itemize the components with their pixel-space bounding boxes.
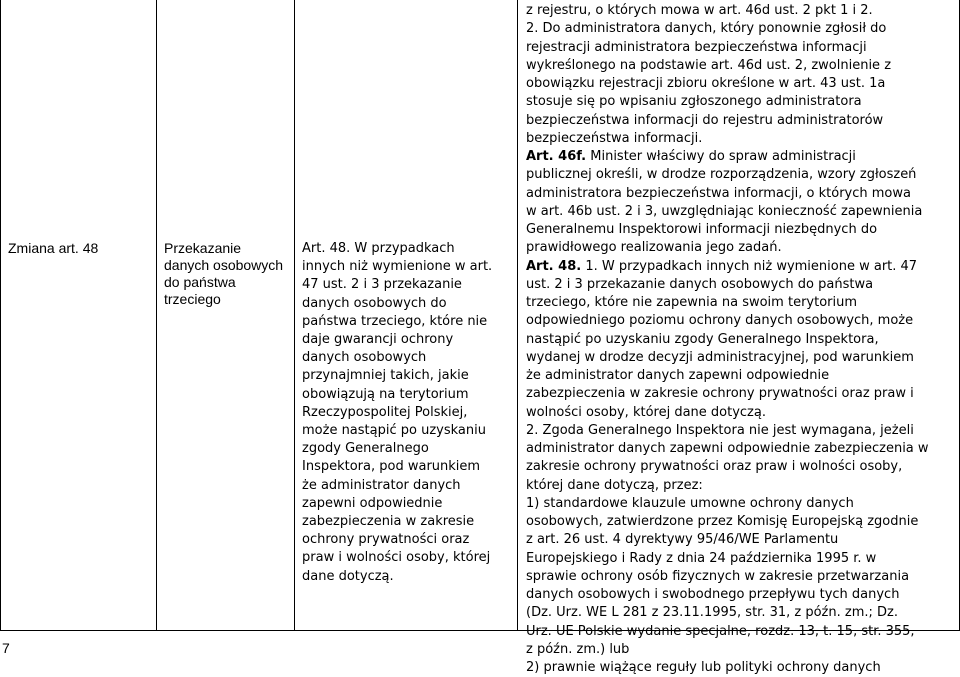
current-text-line: 47 ust. 2 i 3 przekazanie xyxy=(302,277,462,293)
proposed-text-line: zakresie ochrony prywatności oraz praw i wolności osoby, xyxy=(526,459,903,475)
subject-line: do państwa xyxy=(164,274,236,290)
proposed-text-line: nastąpić po uzyskaniu zgody Generalnego Inspektora, xyxy=(526,331,879,347)
proposed-text-line: 2. Do administratora danych, który ponownie zgłosił do xyxy=(526,21,887,37)
current-text-line: dane dotyczą. xyxy=(302,568,394,584)
proposed-text-line: bezpieczeństwa informacji. xyxy=(526,130,703,146)
proposed-text-line: danych osobowych i swobodnego przepływu tych danych xyxy=(526,587,900,602)
proposed-text-line: wydanej w drodze decyzji administracyjnej, pod warunkiem xyxy=(526,349,914,365)
proposed-text-line: że administrator danych zapewni odpowiednie xyxy=(526,368,830,383)
table-divider-1 xyxy=(156,0,157,631)
proposed-text-line: 2) prawnie wiążące reguły lub polityki ochrony danych xyxy=(526,660,881,675)
current-text-line: danych osobowych do xyxy=(302,295,447,311)
current-text-line: ochrony prywatności oraz xyxy=(302,532,470,548)
proposed-text-line: stosuje się po wpisaniu zgłoszonego administratora xyxy=(526,94,862,110)
proposed-text-line: administratora bezpieczeństwa informacji, o których mowa xyxy=(526,185,911,201)
current-text-cell xyxy=(302,240,507,586)
proposed-text-line: odpowiedniego poziomu ochrony danych osobowych, może xyxy=(526,313,914,329)
subject-line: Przekazanie xyxy=(164,240,242,256)
current-text-line: zabezpieczenia w zakresie xyxy=(302,514,475,530)
proposed-text-line: obowiązku rejestracji zbioru określone w art. 43 ust. 1a xyxy=(526,76,886,91)
proposed-text-line: publicznej określi, w drodze rozporządzenia, wzory zgłoszeń xyxy=(526,167,917,183)
proposed-text-line: wolności osoby, której dane dotyczą. xyxy=(526,404,766,420)
proposed-text-line: prawidłowego realizowania jego zadań. xyxy=(526,240,782,256)
current-text-line: praw i wolności osoby, której xyxy=(302,550,491,566)
proposed-text-line: (Dz. Urz. WE L 281 z 23.11.1995, str. 31, z późn. zm.; Dz. xyxy=(526,605,898,621)
article-text: 1. W przypadkach innych niż wymienione w art. 47 xyxy=(581,258,918,274)
current-text-line: przynajmniej takich, jakie xyxy=(302,368,469,384)
current-text-line: zgody Generalnego xyxy=(302,441,429,457)
proposed-text-line: sprawie ochrony osób fizycznych w zakresie przetwarzania xyxy=(526,568,910,584)
article-text: Minister właściwy do spraw administracji xyxy=(586,149,856,164)
change-label-cell xyxy=(8,240,148,257)
current-text-line: zapewni odpowiednie xyxy=(302,495,443,511)
proposed-text-line: 2. Zgoda Generalnego Inspektora nie jest wymagana, jeżeli xyxy=(526,422,914,438)
change-label: Zmiana art. 48 xyxy=(8,240,99,256)
current-text-line: Art. 48. W przypadkach xyxy=(302,241,455,256)
proposed-text-line: osobowych, zatwierdzone przez Komisję Europejską zgodnie xyxy=(526,514,919,529)
table-divider-3 xyxy=(517,0,518,631)
subject-line: trzeciego xyxy=(164,291,221,307)
article-heading: Art. 48. xyxy=(526,258,582,274)
current-text-line: może nastąpić po uzyskaniu xyxy=(302,423,486,439)
current-text-line: państwa trzeciego, które nie xyxy=(302,313,488,329)
proposed-text-line: z art. 26 ust. 4 dyrektywy 95/46/WE Parlamentu xyxy=(526,532,839,548)
article-heading: Art. 46f. xyxy=(526,149,587,164)
proposed-text-line: trzeciego, które nie zapewnia na swoim terytorium xyxy=(526,295,858,310)
proposed-text-line: 1) standardowe klauzule umowne ochrony danych xyxy=(526,495,854,511)
current-text-line: że administrator danych xyxy=(302,477,461,493)
current-text-line: Rzeczypospolitej Polskiej, xyxy=(302,404,468,420)
current-text-line: daje gwarancji ochrony xyxy=(302,332,454,348)
current-text-line: Inspektora, pod warunkiem xyxy=(302,459,481,475)
subject-cell xyxy=(164,240,294,308)
proposed-text-line: zabezpieczenia w zakresie ochrony prywatności oraz praw i xyxy=(526,386,914,402)
proposed-text-line: Generalnemu Inspektorowi informacji niezbędnych do xyxy=(526,222,878,237)
subject-line: danych osobowych xyxy=(164,257,284,273)
table-divider-2 xyxy=(294,0,295,631)
proposed-text-line xyxy=(526,258,958,276)
proposed-text-line: z rejestru, o których mowa w art. 46d ust. 2 pkt 1 i 2. xyxy=(526,3,873,18)
proposed-text-line: wykreślonego na podstawie art. 46d ust. 2, zwolnienie z xyxy=(526,57,892,73)
current-text-line: danych osobowych xyxy=(302,350,427,366)
proposed-text-line: bezpieczeństwa informacji do rejestru administratorów xyxy=(526,112,884,128)
page-number: 7 xyxy=(2,640,10,656)
proposed-text-line: rejestracji administratora bezpieczeństwa informacji xyxy=(526,39,867,55)
proposed-text-line: z późn. zm.) lub xyxy=(526,641,630,657)
proposed-text-line: w art. 46b ust. 2 i 3, uwzględniając konieczność zapewnienia xyxy=(526,203,923,219)
proposed-text-cell xyxy=(526,2,958,677)
proposed-text-line: której dane dotyczą, przez: xyxy=(526,477,703,493)
proposed-text-line: administrator danych zapewni odpowiednie zabezpieczenia w xyxy=(526,441,929,456)
proposed-text-line: Urz. UE Polskie wydanie specjalne, rozdz. 13, t. 15, str. 355, xyxy=(526,623,915,639)
proposed-text-line: ust. 2 i 3 przekazanie danych osobowych do państwa xyxy=(526,276,874,292)
current-text-line: innych niż wymienione w art. xyxy=(302,259,493,275)
current-text-line: obowiązują na terytorium xyxy=(302,386,469,402)
table-border-left xyxy=(0,0,1,631)
proposed-text-line: Europejskiego i Rady z dnia 24 października 1995 r. w xyxy=(526,550,877,566)
proposed-text-line xyxy=(526,148,958,166)
